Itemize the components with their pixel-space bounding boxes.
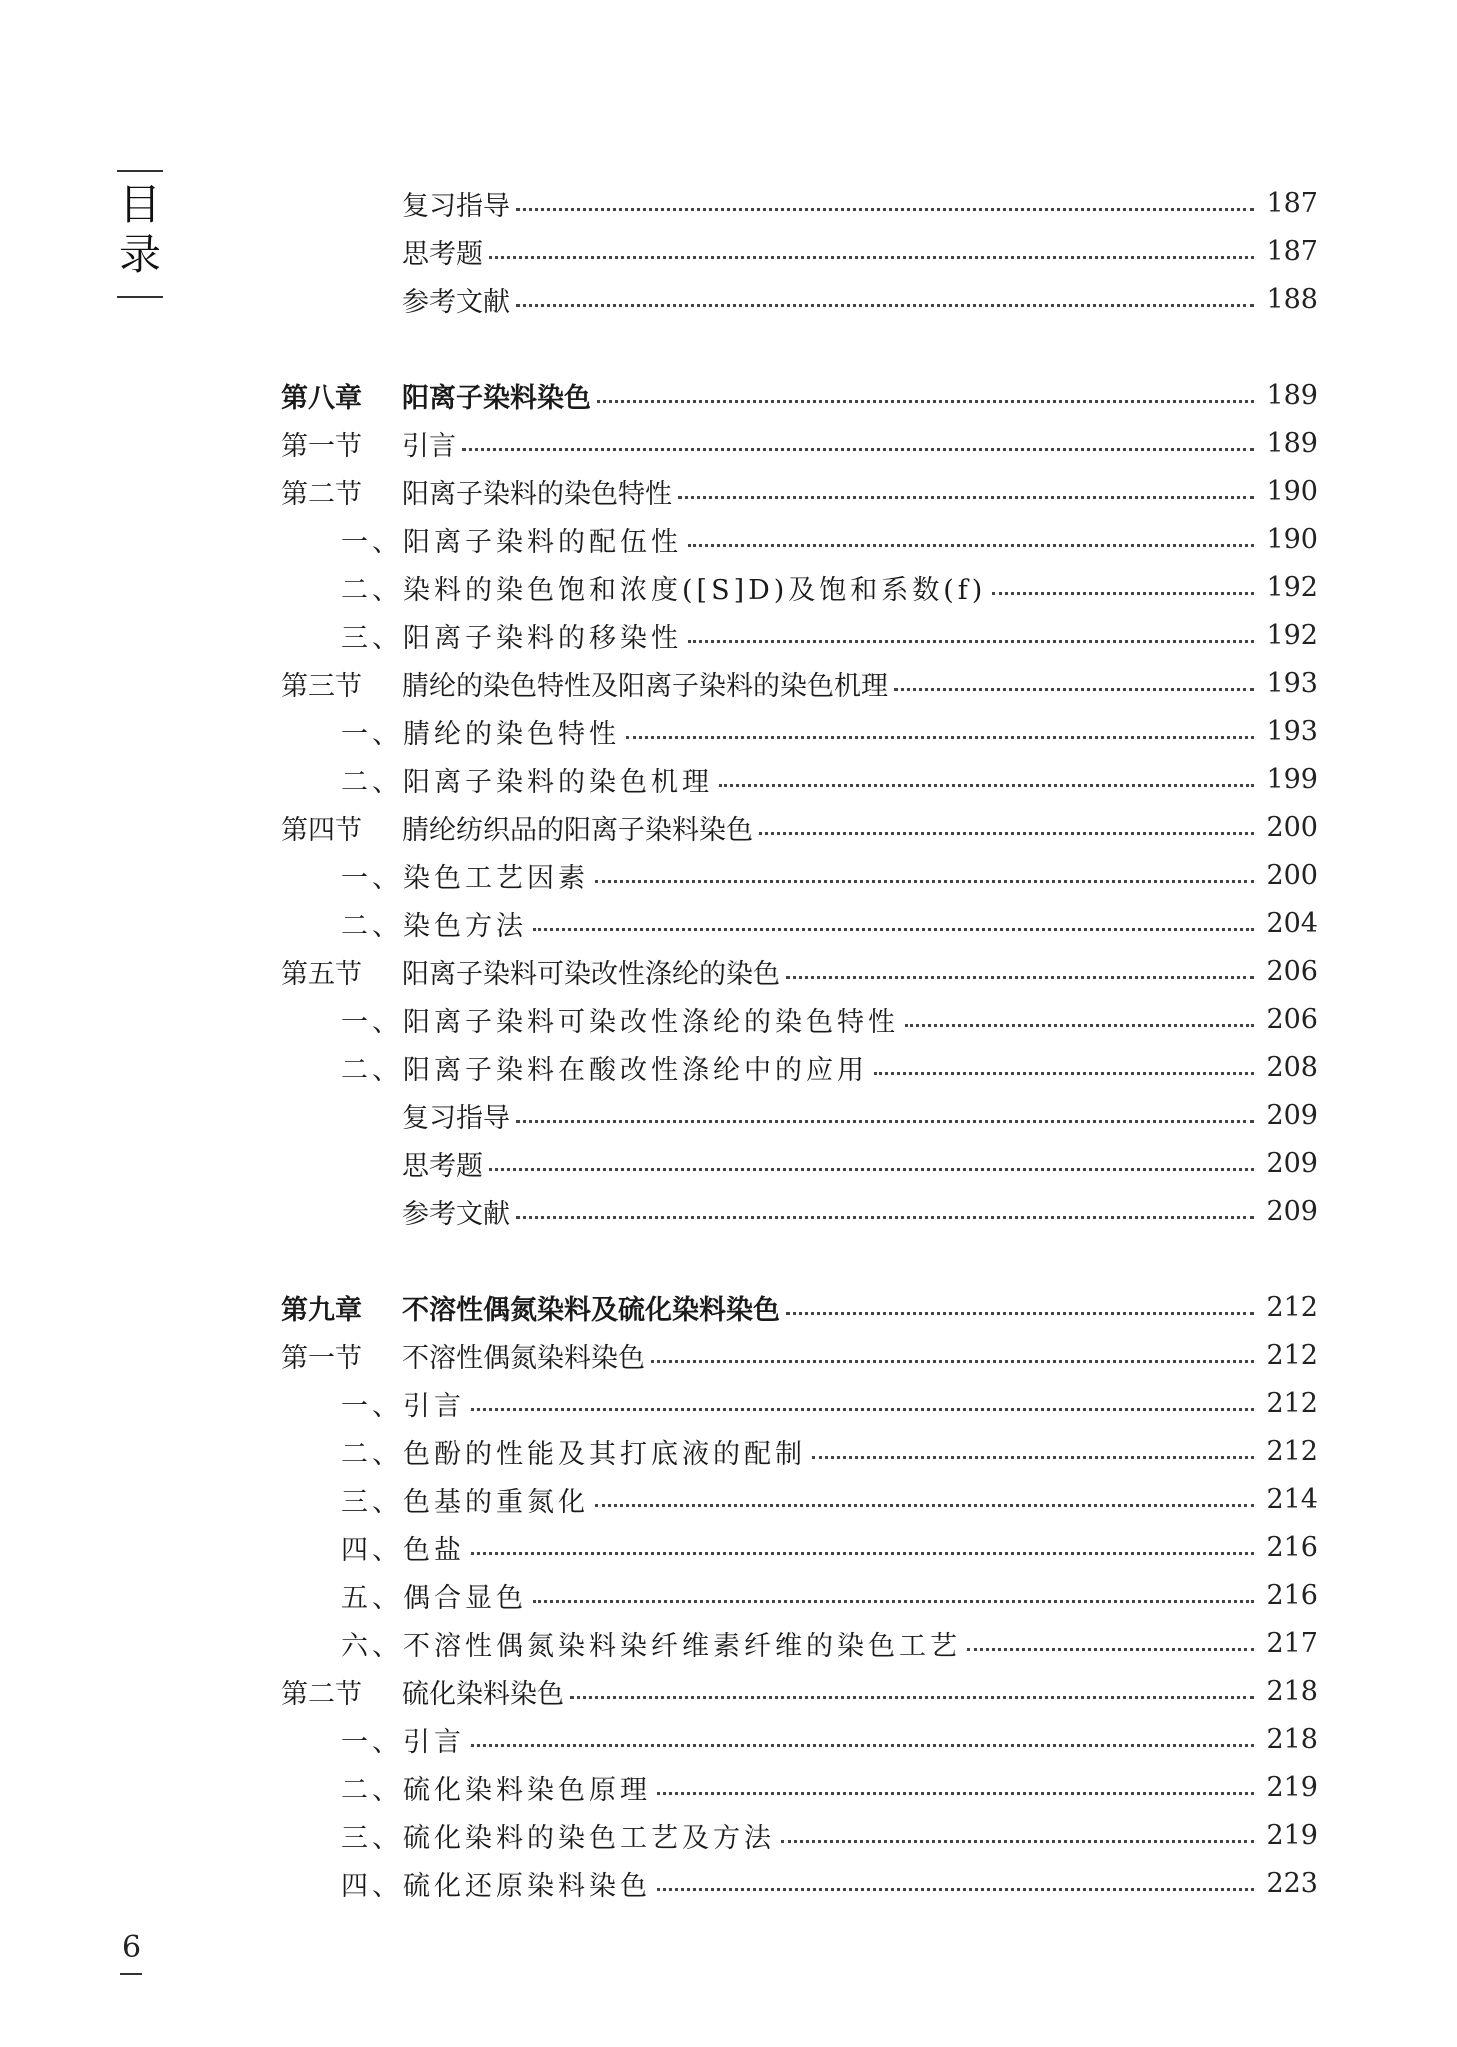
toc-entry-number: 第二节 xyxy=(281,1678,362,1710)
toc-page-number: 212 xyxy=(1266,1435,1318,1467)
toc-entry-number: 第一节 xyxy=(281,1342,362,1374)
toc-entry-title: 一、阳离子染料的配伍性 xyxy=(341,526,682,558)
toc-entry-title: 引言 xyxy=(402,430,456,462)
dot-leader xyxy=(812,1456,1254,1459)
toc-item-row[interactable] xyxy=(281,1427,1318,1475)
dot-leader xyxy=(516,1120,1254,1123)
toc-entry-title: 二、染料的染色饱和浓度([S]D)及饱和系数(f) xyxy=(341,574,987,606)
dot-leader xyxy=(786,976,1254,979)
toc-item-row[interactable] xyxy=(281,1475,1318,1523)
dot-leader xyxy=(688,544,1254,547)
toc-entry-number: 第五节 xyxy=(281,958,362,990)
toc-item-row[interactable] xyxy=(281,755,1318,803)
toc-entry-title: 阳离子染料的染色特性 xyxy=(402,478,672,510)
page-number-rule xyxy=(120,1973,142,1975)
toc-page-number: 209 xyxy=(1266,1195,1318,1227)
toc-entry-title: 腈纶纺织品的阳离子染料染色 xyxy=(402,814,753,846)
toc-section-row[interactable] xyxy=(281,803,1318,851)
dot-leader xyxy=(759,832,1254,835)
toc-item-row[interactable] xyxy=(281,851,1318,899)
toc-section-row[interactable] xyxy=(281,1091,1318,1139)
toc-entry-title: 六、不溶性偶氮染料染纤维素纤维的染色工艺 xyxy=(341,1630,961,1662)
toc-section-row[interactable] xyxy=(281,179,1318,227)
toc-page-number: 190 xyxy=(1266,523,1318,555)
toc-section-row[interactable] xyxy=(281,1139,1318,1187)
dot-leader xyxy=(894,688,1254,691)
toc-entry-title: 一、引言 xyxy=(341,1390,465,1422)
toc-item-row[interactable] xyxy=(281,515,1318,563)
dot-leader xyxy=(657,1888,1254,1891)
toc-entry-title: 三、色基的重氮化 xyxy=(341,1486,589,1518)
toc-item-row[interactable] xyxy=(281,1811,1318,1859)
dot-leader xyxy=(595,1504,1254,1507)
dot-leader xyxy=(657,1792,1254,1795)
toc-page-number: 199 xyxy=(1266,763,1318,795)
toc-item-row[interactable] xyxy=(281,1043,1318,1091)
toc-page-number: 219 xyxy=(1266,1771,1318,1803)
dot-leader xyxy=(489,1168,1254,1171)
toc-page-number: 187 xyxy=(1266,187,1318,219)
toc-section-row[interactable] xyxy=(281,1187,1318,1235)
toc-entry-number: 第二节 xyxy=(281,478,362,510)
toc-entry-title: 不溶性偶氮染料及硫化染料染色 xyxy=(402,1294,780,1326)
dot-leader xyxy=(905,1024,1254,1027)
toc-entry-title: 复习指导 xyxy=(402,1102,510,1134)
dot-leader xyxy=(462,448,1254,451)
toc-entry-title: 二、阳离子染料的染色机理 xyxy=(341,766,713,798)
toc-entry-title: 四、硫化还原染料染色 xyxy=(341,1870,651,1902)
toc-page-number: 193 xyxy=(1266,715,1318,747)
toc-page-number: 200 xyxy=(1266,859,1318,891)
toc-item-row[interactable] xyxy=(281,1619,1318,1667)
toc-item-row[interactable] xyxy=(281,1379,1318,1427)
toc-page-number: 200 xyxy=(1266,811,1318,843)
side-title: 目录 xyxy=(118,180,161,279)
toc-entry-title: 思考题 xyxy=(402,1150,483,1182)
toc-section-row[interactable] xyxy=(281,1331,1318,1379)
toc-entry-title: 腈纶的染色特性及阳离子染料的染色机理 xyxy=(402,670,888,702)
toc-chapter-row[interactable] xyxy=(281,1283,1318,1331)
toc-section-row[interactable] xyxy=(281,659,1318,707)
toc-section-row[interactable] xyxy=(281,1667,1318,1715)
toc-page-number: 192 xyxy=(1266,619,1318,651)
toc-page-number: 216 xyxy=(1266,1579,1318,1611)
toc-item-row[interactable] xyxy=(281,899,1318,947)
dot-leader xyxy=(786,1312,1254,1315)
dot-leader xyxy=(595,880,1254,883)
dot-leader xyxy=(516,208,1254,211)
toc-page-number: 193 xyxy=(1266,667,1318,699)
toc-section-row[interactable] xyxy=(281,227,1318,275)
dot-leader xyxy=(678,496,1254,499)
toc-page-number: 212 xyxy=(1266,1339,1318,1371)
toc-page-number: 223 xyxy=(1266,1867,1318,1899)
toc-section-row[interactable] xyxy=(281,467,1318,515)
dot-leader xyxy=(471,1744,1254,1747)
toc-entry-number: 第八章 xyxy=(281,382,362,414)
dot-leader xyxy=(781,1840,1254,1843)
dot-leader xyxy=(597,400,1254,403)
toc-chapter-row[interactable] xyxy=(281,371,1318,419)
toc-entry-title: 一、阳离子染料可染改性涤纶的染色特性 xyxy=(341,1006,899,1038)
dot-leader xyxy=(992,592,1254,595)
toc-entry-title: 二、阳离子染料在酸改性涤纶中的应用 xyxy=(341,1054,868,1086)
dot-leader xyxy=(471,1552,1254,1555)
toc-section-row[interactable] xyxy=(281,275,1318,323)
toc-entry-title: 思考题 xyxy=(402,238,483,270)
toc-page-number: 190 xyxy=(1266,475,1318,507)
table-of-contents xyxy=(281,179,1318,1907)
toc-item-row[interactable] xyxy=(281,1715,1318,1763)
dot-leader xyxy=(516,1216,1254,1219)
toc-item-row[interactable] xyxy=(281,563,1318,611)
toc-entry-title: 参考文献 xyxy=(402,286,510,318)
dot-leader xyxy=(874,1072,1254,1075)
toc-entry-number: 第四节 xyxy=(281,814,362,846)
toc-item-row[interactable] xyxy=(281,707,1318,755)
toc-entry-title: 复习指导 xyxy=(402,190,510,222)
toc-entry-title: 参考文献 xyxy=(402,1198,510,1230)
dot-leader xyxy=(651,1360,1254,1363)
toc-section-row[interactable] xyxy=(281,419,1318,467)
toc-entry-title: 五、偶合显色 xyxy=(341,1582,527,1614)
toc-entry-title: 二、色酚的性能及其打底液的配制 xyxy=(341,1438,806,1470)
toc-item-row[interactable] xyxy=(281,1859,1318,1907)
toc-item-row[interactable] xyxy=(281,1571,1318,1619)
dot-leader xyxy=(967,1648,1254,1651)
dot-leader xyxy=(471,1408,1254,1411)
toc-entry-number: 第三节 xyxy=(281,670,362,702)
toc-page-number: 206 xyxy=(1266,955,1318,987)
dot-leader xyxy=(533,928,1254,931)
toc-entry-title: 阳离子染料可染改性涤纶的染色 xyxy=(402,958,780,990)
toc-item-row[interactable] xyxy=(281,1763,1318,1811)
toc-entry-title: 一、染色工艺因素 xyxy=(341,862,589,894)
toc-entry-title: 一、引言 xyxy=(341,1726,465,1758)
toc-entry-title: 三、阳离子染料的移染性 xyxy=(341,622,682,654)
dot-leader xyxy=(533,1600,1254,1603)
toc-page-number: 218 xyxy=(1266,1675,1318,1707)
toc-page-number: 208 xyxy=(1266,1051,1318,1083)
toc-page-number: 189 xyxy=(1266,427,1318,459)
page-number: 6 xyxy=(122,1930,142,1965)
toc-page-number: 216 xyxy=(1266,1531,1318,1563)
toc-page-number: 219 xyxy=(1266,1819,1318,1851)
toc-page-number: 209 xyxy=(1266,1147,1318,1179)
dot-leader xyxy=(570,1696,1254,1699)
toc-page-number: 192 xyxy=(1266,571,1318,603)
toc-entry-title: 二、硫化染料染色原理 xyxy=(341,1774,651,1806)
toc-entry-title: 不溶性偶氮染料染色 xyxy=(402,1342,645,1374)
toc-entry-title: 三、硫化染料的染色工艺及方法 xyxy=(341,1822,775,1854)
toc-item-row[interactable] xyxy=(281,1523,1318,1571)
toc-page-number: 212 xyxy=(1266,1291,1318,1323)
toc-page-number: 218 xyxy=(1266,1723,1318,1755)
toc-section-row[interactable] xyxy=(281,947,1318,995)
side-title-bottom-rule xyxy=(117,296,163,298)
toc-page-number: 189 xyxy=(1266,379,1318,411)
toc-page-number: 217 xyxy=(1266,1627,1318,1659)
dot-leader xyxy=(489,256,1254,259)
toc-page-number: 209 xyxy=(1266,1099,1318,1131)
toc-item-row[interactable] xyxy=(281,611,1318,659)
toc-entry-title: 二、染色方法 xyxy=(341,910,527,942)
side-title-top-rule xyxy=(117,170,163,172)
toc-page-number: 187 xyxy=(1266,235,1318,267)
dot-leader xyxy=(719,784,1254,787)
toc-entry-title: 一、腈纶的染色特性 xyxy=(341,718,620,750)
toc-page-number: 214 xyxy=(1266,1483,1318,1515)
toc-entry-title: 硫化染料染色 xyxy=(402,1678,564,1710)
toc-page-number: 204 xyxy=(1266,907,1318,939)
toc-page-number: 188 xyxy=(1266,283,1318,315)
toc-page-number: 206 xyxy=(1266,1003,1318,1035)
toc-entry-title: 阳离子染料染色 xyxy=(402,382,591,414)
dot-leader xyxy=(516,304,1254,307)
dot-leader xyxy=(688,640,1254,643)
dot-leader xyxy=(626,736,1254,739)
toc-page-number: 212 xyxy=(1266,1387,1318,1419)
toc-entry-title: 四、色盐 xyxy=(341,1534,465,1566)
toc-item-row[interactable] xyxy=(281,995,1318,1043)
toc-entry-number: 第九章 xyxy=(281,1294,362,1326)
toc-entry-number: 第一节 xyxy=(281,430,362,462)
